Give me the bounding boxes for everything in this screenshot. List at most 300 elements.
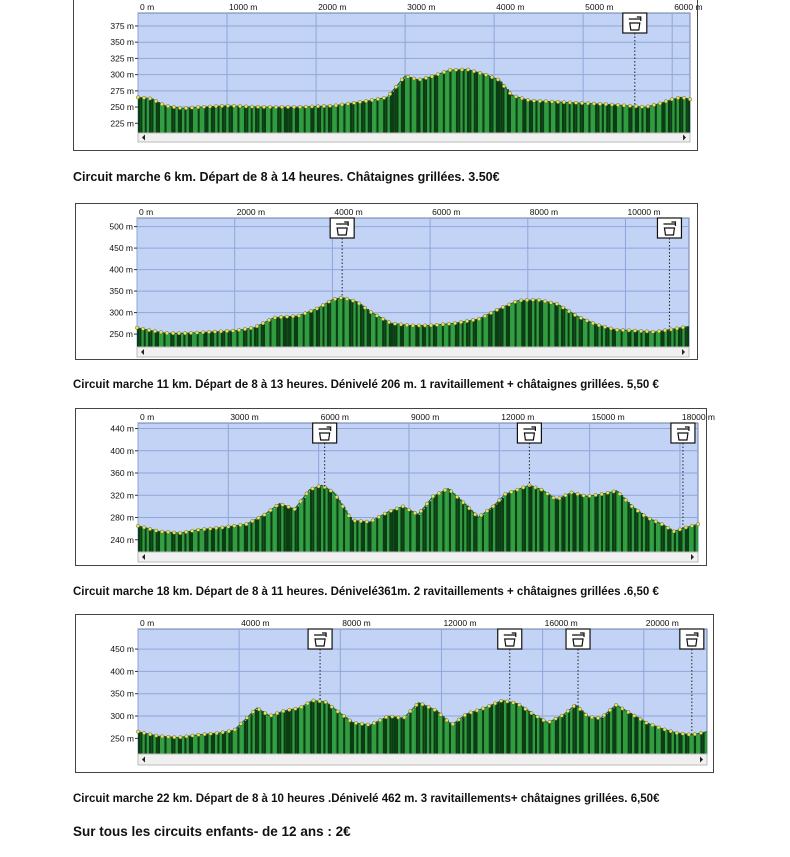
elevation-bar — [375, 315, 377, 347]
profile-point — [226, 104, 229, 107]
profile-point — [378, 719, 381, 722]
profile-point — [608, 708, 611, 711]
profile-point — [191, 734, 194, 737]
elevation-bar — [516, 96, 518, 133]
elevation-bar — [566, 713, 568, 754]
elevation-bar — [301, 707, 303, 754]
elevation-bar — [509, 92, 511, 133]
elevation-bar — [275, 107, 277, 133]
profile-point — [298, 105, 301, 108]
elevation-bar — [266, 107, 268, 133]
profile-point — [275, 504, 278, 507]
x-tick-label: 6000 m — [432, 207, 461, 217]
x-tick-label: 0 m — [140, 618, 155, 628]
elevation-bar — [482, 515, 484, 552]
profile-point — [269, 509, 272, 512]
profile-point — [358, 100, 361, 103]
elevation-bar — [449, 70, 451, 133]
elevation-bar — [434, 76, 436, 133]
profile-point — [512, 701, 515, 704]
profile-point — [347, 514, 350, 517]
elevation-bar — [458, 720, 460, 754]
elevation-bar — [548, 494, 550, 552]
elevation-bar — [283, 317, 285, 347]
elevation-bar — [137, 328, 139, 347]
y-tick-label: 375 m — [110, 20, 134, 31]
elevation-bar — [259, 517, 261, 552]
elevation-bar — [571, 103, 573, 133]
profile-point — [424, 76, 427, 79]
elevation-bar — [273, 107, 275, 133]
elevation-bar — [399, 84, 401, 133]
elevation-bar — [643, 515, 645, 552]
profile-point — [675, 327, 678, 330]
elevation-bar — [279, 107, 281, 133]
elevation-bar — [641, 107, 643, 133]
elevation-bar — [239, 725, 241, 754]
profile-point — [203, 733, 206, 736]
elevation-bar — [462, 717, 464, 754]
elevation-bar — [568, 711, 570, 754]
profile-point — [622, 104, 625, 107]
elevation-bar — [464, 716, 466, 754]
elevation-bar — [330, 705, 332, 754]
aid-station-icon — [671, 423, 695, 443]
elevation-bar — [608, 104, 610, 133]
elevation-bar — [652, 725, 654, 754]
profile-point — [336, 710, 339, 713]
elevation-bar — [603, 326, 605, 347]
elevation-bar — [484, 513, 486, 552]
profile-point — [550, 100, 553, 103]
elevation-bar — [489, 76, 491, 133]
profile-point — [606, 491, 609, 494]
elevation-bar — [416, 514, 418, 552]
elevation-bar — [317, 487, 319, 552]
elevation-bar — [469, 508, 471, 552]
profile-point — [519, 299, 522, 302]
elevation-bar — [277, 107, 279, 133]
elevation-bar — [139, 328, 141, 347]
elevation-bar — [453, 493, 455, 552]
profile-point — [365, 520, 368, 523]
elevation-bar — [147, 98, 149, 133]
elevation-bar — [680, 328, 682, 347]
elevation-bar — [340, 298, 342, 347]
elevation-bar — [363, 101, 365, 133]
profile-point — [208, 105, 211, 108]
elevation-bar — [298, 316, 300, 347]
profile-point — [699, 731, 702, 734]
elevation-bar — [198, 530, 200, 552]
profile-point — [135, 326, 138, 329]
elevation-bar — [226, 527, 228, 552]
children-price-note: Sur tous les circuits enfants- de 12 ans : 2€ — [73, 824, 351, 839]
elevation-bar — [561, 306, 563, 347]
profile-point — [251, 710, 254, 713]
profile-point — [640, 105, 643, 108]
elevation-bar — [464, 504, 466, 552]
profile-point — [556, 100, 559, 103]
elevation-bar — [347, 299, 349, 347]
elevation-bar — [372, 724, 374, 754]
elevation-bar — [475, 711, 477, 754]
elevation-bar — [270, 107, 272, 133]
elevation-bar — [138, 732, 140, 754]
profile-point — [477, 317, 480, 320]
elevation-bar — [250, 714, 252, 754]
elevation-bar — [255, 520, 257, 552]
elevation-bar — [164, 737, 166, 754]
elevation-bar — [286, 711, 288, 754]
elevation-bar — [383, 719, 385, 754]
elevation-bar — [526, 300, 528, 347]
profile-point — [502, 84, 505, 87]
elevation-bar — [180, 533, 182, 552]
elevation-bar — [252, 328, 254, 347]
profile-point — [645, 721, 648, 724]
profile-point — [261, 322, 264, 325]
elevation-bar — [380, 317, 382, 347]
elevation-bar — [423, 704, 425, 754]
elevation-bar — [617, 705, 619, 754]
elevation-bar — [281, 504, 283, 552]
profile-point — [237, 328, 240, 331]
elevation-bar — [257, 708, 259, 754]
profile-point — [321, 304, 324, 307]
elevation-bar — [681, 97, 683, 133]
profile-point — [291, 315, 294, 318]
elevation-bar — [433, 496, 435, 552]
elevation-bar — [314, 488, 316, 552]
profile-point — [578, 707, 581, 710]
profile-point — [463, 714, 466, 717]
profile-point — [460, 68, 463, 71]
profile-point — [354, 721, 357, 724]
profile-point — [633, 329, 636, 332]
elevation-bar — [665, 330, 667, 347]
elevation-bar — [310, 702, 312, 754]
elevation-bar — [153, 735, 155, 754]
profile-point — [645, 330, 648, 333]
elevation-bar — [285, 317, 287, 347]
elevation-bar — [256, 327, 258, 347]
elevation-bar — [187, 108, 189, 133]
elevation-bar — [356, 723, 358, 754]
elevation-bar — [365, 101, 367, 133]
elevation-bar — [332, 707, 334, 754]
elevation-bar — [173, 737, 175, 754]
elevation-bar — [195, 530, 197, 552]
profile-point — [609, 327, 612, 330]
profile-point — [244, 105, 247, 108]
elevation-bar — [458, 70, 460, 133]
profile-point — [439, 713, 442, 716]
elevation-bar — [570, 493, 572, 552]
elevation-bar — [361, 102, 363, 133]
elevation-bar — [200, 735, 202, 754]
elevation-bar — [668, 101, 670, 133]
profile-point — [393, 322, 396, 325]
elevation-bar — [164, 532, 166, 552]
profile-point — [387, 321, 390, 324]
elevation-bar — [486, 512, 488, 552]
profile-point — [627, 710, 630, 713]
elevation-bar — [145, 528, 147, 552]
elevation-bar — [509, 702, 511, 754]
elevation-bar — [623, 497, 625, 552]
elevation-bar — [659, 104, 661, 133]
elevation-bar — [463, 70, 465, 133]
profile-point — [487, 704, 490, 707]
profile-point — [154, 734, 157, 737]
elevation-bar — [647, 518, 649, 552]
profile-point — [453, 322, 456, 325]
elevation-bar — [661, 728, 663, 754]
profile-point — [615, 328, 618, 331]
elevation-bar — [222, 528, 224, 552]
elevation-bar — [158, 736, 160, 754]
caption-11km: Circuit marche 11 km. Départ de 8 à 13 heures. Dénivelé 206 m. 1 ravitaillement + châtaignes grillées. 5,50 € — [73, 379, 659, 391]
elevation-bar — [337, 105, 339, 133]
profile-point — [184, 530, 187, 533]
elevation-bar — [493, 704, 495, 754]
elevation-bar — [682, 328, 684, 347]
elevation-bar — [150, 330, 152, 347]
elevation-bar — [601, 326, 603, 347]
elevation-bar — [590, 322, 592, 347]
profile-point — [286, 105, 289, 108]
elevation-bar — [304, 107, 306, 133]
elevation-chart-18km — [75, 408, 716, 566]
elevation-bar — [524, 99, 526, 133]
profile-point — [310, 105, 313, 108]
elevation-bar — [480, 73, 482, 133]
elevation-bar — [295, 509, 297, 552]
elevation-bar — [650, 724, 652, 754]
x-tick-label: 5000 m — [585, 2, 614, 12]
profile-point — [245, 716, 248, 719]
elevation-bar — [387, 321, 389, 347]
elevation-bar — [480, 516, 482, 552]
elevation-bar — [306, 705, 308, 754]
aid-station-icon — [308, 629, 332, 649]
profile-point — [195, 331, 198, 334]
elevation-bar — [660, 331, 662, 347]
x-tick-label: 4000 m — [496, 2, 525, 12]
elevation-bar — [266, 514, 268, 552]
y-tick-label: 360 m — [110, 468, 134, 479]
elevation-bar — [341, 105, 343, 133]
elevation-bar — [332, 106, 334, 133]
profile-point — [399, 323, 402, 326]
profile-point — [594, 493, 597, 496]
elevation-bar — [151, 99, 153, 133]
elevation-bar — [678, 733, 680, 754]
profile-point — [561, 306, 564, 309]
elevation-bar — [193, 736, 195, 754]
elevation-bar — [449, 489, 451, 552]
elevation-bar — [277, 713, 279, 754]
elevation-bar — [495, 311, 497, 347]
y-tick-label: 500 m — [109, 221, 133, 232]
elevation-bar — [456, 70, 458, 133]
profile-point — [279, 315, 282, 318]
elevation-bar — [429, 707, 431, 754]
elevation-bar — [205, 332, 207, 347]
elevation-bar — [527, 100, 529, 133]
elevation-bar — [413, 326, 415, 348]
x-tick-label: 10000 m — [627, 207, 661, 217]
profile-point — [514, 95, 517, 98]
profile-point — [353, 519, 356, 522]
elevation-bar — [535, 101, 537, 133]
elevation-bar — [233, 526, 235, 552]
elevation-bar — [447, 489, 449, 552]
elevation-bar — [279, 504, 281, 552]
profile-point — [400, 78, 403, 81]
elevation-bar — [258, 326, 260, 347]
elevation-bar — [429, 77, 431, 133]
elevation-bar — [580, 103, 582, 133]
elevation-bar — [169, 106, 171, 133]
elevation-bar — [146, 329, 148, 347]
y-tick-label: 440 m — [110, 423, 134, 434]
elevation-bar — [688, 99, 690, 133]
elevation-bar — [208, 332, 210, 347]
elevation-bar — [570, 709, 572, 754]
elevation-bar — [625, 330, 627, 347]
elevation-bar — [599, 104, 601, 133]
elevation-bar — [301, 501, 303, 552]
profile-point — [418, 78, 421, 81]
elevation-bar — [398, 718, 400, 754]
elevation-bar — [592, 717, 594, 754]
elevation-bar — [535, 715, 537, 754]
elevation-bar — [234, 331, 236, 347]
x-tick-label: 1000 m — [229, 2, 258, 12]
elevation-bar — [468, 321, 470, 347]
profile-point — [495, 308, 498, 311]
elevation-bar — [623, 709, 625, 754]
elevation-bar — [224, 732, 226, 754]
elevation-bar — [478, 73, 480, 133]
elevation-bar — [181, 333, 183, 347]
elevation-bar — [528, 486, 530, 552]
profile-point — [154, 99, 157, 102]
elevation-bar — [511, 702, 513, 754]
elevation-bar — [292, 316, 294, 347]
elevation-bar — [555, 499, 557, 552]
elevation-bar — [216, 332, 218, 347]
profile-point — [136, 524, 139, 527]
elevation-bar — [414, 512, 416, 552]
profile-point — [597, 324, 600, 327]
profile-point — [263, 712, 266, 715]
elevation-bar — [354, 521, 356, 552]
y-tick-label: 320 m — [110, 490, 134, 501]
elevation-bar — [696, 734, 698, 754]
aid-station-icon — [657, 218, 681, 238]
elevation-bar — [308, 492, 310, 552]
elevation-bar — [588, 103, 590, 133]
elevation-bar — [491, 508, 493, 552]
elevation-bar — [138, 97, 140, 133]
elevation-bar — [161, 332, 163, 347]
elevation-bar — [622, 105, 624, 133]
elevation-bar — [473, 512, 475, 552]
profile-point — [592, 102, 595, 105]
elevation-bar — [497, 702, 499, 754]
elevation-bar — [162, 736, 164, 754]
elevation-bar — [636, 510, 638, 552]
elevation-bar — [395, 324, 397, 347]
elevation-bar — [581, 710, 583, 754]
elevation-bar — [559, 498, 561, 552]
elevation-bar — [685, 327, 687, 347]
profile-point — [257, 708, 260, 711]
elevation-bar — [407, 715, 409, 754]
elevation-bar — [403, 507, 405, 552]
elevation-bar — [510, 304, 512, 347]
elevation-bar — [247, 329, 249, 347]
elevation-bar — [186, 333, 188, 347]
elevation-bar — [215, 106, 217, 133]
profile-point — [437, 492, 440, 495]
elevation-bar — [420, 512, 422, 552]
elevation-bar — [172, 333, 174, 347]
profile-point — [427, 705, 430, 708]
profile-point — [560, 714, 563, 717]
elevation-bar — [570, 312, 572, 347]
elevation-bar — [624, 105, 626, 133]
elevation-bar — [671, 329, 673, 347]
elevation-bar — [627, 330, 629, 347]
elevation-bar — [358, 521, 360, 552]
elevation-bar — [588, 496, 590, 552]
elevation-bar — [292, 508, 294, 552]
elevation-bar — [295, 709, 297, 754]
y-tick-label: 350 m — [110, 37, 134, 48]
elevation-bar — [528, 711, 530, 754]
elevation-bar — [559, 717, 561, 754]
profile-point — [546, 492, 549, 495]
elevation-bar — [597, 718, 599, 754]
profile-point — [352, 101, 355, 104]
elevation-bar — [223, 331, 225, 347]
elevation-bar — [654, 521, 656, 552]
elevation-bar — [664, 102, 666, 133]
profile-point — [430, 75, 433, 78]
elevation-bar — [148, 330, 150, 347]
elevation-bar — [676, 329, 678, 347]
elevation-bar — [370, 101, 372, 133]
elevation-bar — [404, 325, 406, 347]
elevation-bar — [398, 324, 400, 347]
elevation-bar — [689, 735, 691, 754]
profile-point — [483, 314, 486, 317]
profile-point — [530, 711, 533, 714]
elevation-bar — [605, 493, 607, 552]
elevation-bar — [497, 310, 499, 347]
elevation-bar — [683, 529, 685, 552]
elevation-bar — [431, 325, 433, 347]
elevation-bar — [272, 509, 274, 552]
elevation-bar — [268, 512, 270, 552]
y-tick-label: 450 m — [110, 644, 134, 655]
profile-point — [660, 522, 663, 525]
profile-point — [474, 513, 477, 516]
